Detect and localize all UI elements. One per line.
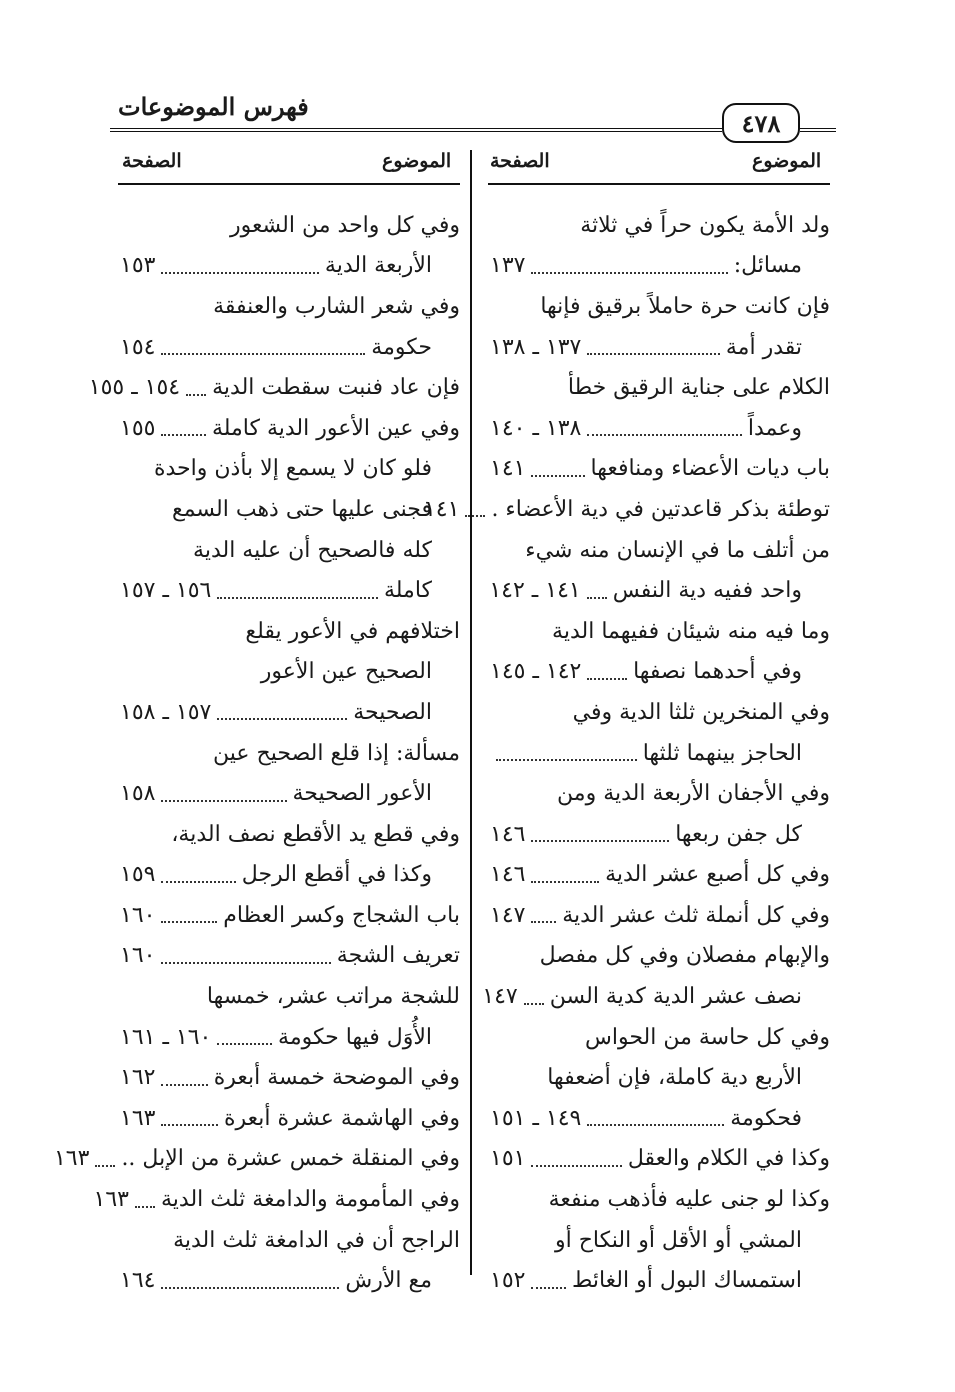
leader-dots — [531, 258, 727, 274]
index-entry — [120, 976, 460, 1017]
entry-text: وفي قطع يد الأقطع نصف الدية، — [171, 821, 460, 847]
header-rule — [110, 128, 722, 132]
leader-dots — [496, 745, 637, 761]
entry-page: ١٣٧ ـ ١٣٨ — [490, 334, 582, 360]
index-entry — [490, 1139, 830, 1180]
leader-dots — [186, 380, 206, 396]
entry-page: ١٥٩ — [120, 862, 156, 888]
index-entry — [490, 936, 830, 977]
leader-dots — [161, 1070, 207, 1086]
entry-page: ١٤١ — [423, 496, 460, 522]
entry-page: ١٥٥ — [120, 415, 156, 441]
entry-page: ١٤٦ — [490, 821, 526, 847]
index-entry — [120, 530, 460, 571]
index-entry — [490, 327, 830, 368]
index-entry — [88, 367, 460, 408]
index-entry — [53, 1139, 460, 1180]
entry-text: نصف عشر الدية كدية السن — [549, 984, 802, 1010]
entry-text: تقدر أمة — [725, 334, 802, 360]
leader-dots — [465, 501, 485, 517]
entry-text: الصحيحة — [353, 699, 432, 725]
index-entry — [423, 489, 830, 530]
entry-text: وكذا في الكلام والعقل — [627, 1146, 830, 1172]
entry-text: وفي عين الأعور الدية كاملة — [211, 415, 460, 441]
leader-dots — [161, 258, 318, 274]
index-entry — [120, 1098, 460, 1139]
leader-dots — [531, 826, 669, 842]
entry-page: ١٥٤ — [120, 334, 156, 360]
index-entry — [490, 408, 830, 449]
entry-text: مع الأرش — [345, 1268, 432, 1294]
leader-dots — [587, 583, 607, 599]
entry-text: وفي المنخرين ثلثا الدية وفي — [572, 699, 830, 725]
index-entry — [120, 1260, 460, 1301]
leader-dots — [531, 461, 584, 477]
leader-dots — [587, 664, 627, 680]
entry-page: ١٦٣ — [93, 1187, 129, 1213]
index-entry — [490, 855, 830, 896]
index-entry — [490, 367, 830, 408]
entry-text: واحد ففيه دية النفس — [612, 578, 802, 604]
index-entry — [490, 449, 830, 490]
leader-dots — [531, 867, 599, 883]
entry-page: ١٥٤ ـ ١٥٥ — [88, 375, 181, 401]
index-entry — [120, 489, 460, 530]
entry-page: ١٤٧ — [482, 984, 518, 1010]
entry-page: ١٥٦ ـ ١٥٧ — [120, 578, 212, 604]
index-entry — [120, 773, 460, 814]
index-entry — [120, 611, 460, 652]
entry-page: ١٤٢ ـ ١٤٥ — [490, 659, 582, 685]
entry-page: ١٥١ — [490, 1146, 526, 1172]
index-entry — [120, 570, 460, 611]
index-entry — [490, 246, 830, 287]
entry-page: ١٥٣ — [120, 253, 156, 279]
entry-text: وكذا لو جنى عليه فأذهب منفعة — [548, 1187, 830, 1213]
leader-dots — [587, 339, 720, 355]
entry-text: وما فيه منه شيئان ففيهما الدية — [552, 618, 830, 644]
entry-text: وفي الأجفان الأربعة الدية ومن — [557, 781, 830, 807]
leader-dots — [135, 1192, 155, 1208]
entry-text: وفي شعر الشارب والعنفقة — [213, 293, 460, 319]
index-entry — [120, 733, 460, 774]
entry-page: ١٣٧ — [490, 253, 526, 279]
leader-dots — [161, 948, 330, 964]
index-entry — [490, 1017, 830, 1058]
entry-page: ١٤٩ ـ ١٥١ — [490, 1105, 582, 1131]
entry-page: ١٣٨ ـ ١٤٠ — [490, 415, 582, 441]
entry-page: ١٦٣ — [120, 1105, 156, 1131]
entry-page: ١٦٠ — [120, 902, 156, 928]
leader-dots — [95, 1151, 115, 1167]
index-entry — [120, 408, 460, 449]
entry-text: وفي المنقلة خمس عشرة من الإبل .. — [121, 1146, 460, 1172]
entry-page: ١٥٢ — [490, 1268, 526, 1294]
entry-text: توطئة بذكر قاعدتين في دية الأعضاء . — [491, 496, 830, 522]
entry-page: ١٤١ — [490, 456, 526, 482]
entry-text: مسألة: إذا قلع الصحيح عين — [213, 740, 460, 766]
index-entry — [490, 205, 830, 246]
entry-text: وفي الهاشمة عشرة أبعرة — [224, 1105, 460, 1131]
entry-text: فجنى عليها حتى ذهب السمع — [171, 496, 432, 522]
entry-text: وكذا في أقطع الرجل — [241, 862, 432, 888]
index-entry — [490, 1220, 830, 1261]
index-entry — [490, 895, 830, 936]
leader-dots — [161, 907, 217, 923]
entry-text: حكومة — [371, 334, 432, 360]
index-entry — [120, 1057, 460, 1098]
index-entry — [482, 976, 830, 1017]
right-page-heading: الصفحة — [490, 150, 550, 172]
index-entry — [120, 855, 460, 896]
entry-page: ١٦٠ — [120, 943, 156, 969]
index-entry — [120, 286, 460, 327]
index-entry — [490, 611, 830, 652]
index-entry — [120, 936, 460, 977]
index-entry — [490, 1179, 830, 1220]
entry-text: والإبهام مفصلان وفي كل مفصل — [539, 943, 830, 969]
entry-text: كله فالصحيح أن عليه الدية — [193, 537, 432, 563]
index-entry — [490, 286, 830, 327]
column-divider — [470, 150, 472, 1275]
leader-dots — [161, 786, 286, 802]
entry-page: ١٥٧ ـ ١٥٨ — [120, 699, 212, 725]
entry-text: وفي الموضحة خمسة أبعرة — [213, 1065, 460, 1091]
entry-text: ولد الأمة يكون حراً في ثلاثة — [580, 212, 830, 238]
leader-dots — [587, 1110, 724, 1126]
leader-dots — [217, 704, 347, 720]
index-entry — [120, 1017, 460, 1058]
index-entry — [120, 246, 460, 287]
left-column — [53, 205, 460, 1301]
entry-text: وفي كل أصبع عشر الدية — [605, 862, 830, 888]
entry-text: الكلام على جناية الرقيق خطأ — [567, 375, 830, 401]
entry-text: الأربعة الدية — [324, 253, 432, 279]
left-head-line — [118, 183, 460, 185]
entry-page: ١٥٨ — [120, 781, 156, 807]
index-entry — [93, 1179, 460, 1220]
entry-text: استمساك البول أو الغائط — [571, 1268, 802, 1294]
leader-dots — [217, 1029, 272, 1045]
index-entry — [490, 692, 830, 733]
index-entry — [490, 773, 830, 814]
index-entry — [490, 530, 830, 571]
header-rule-right — [800, 128, 836, 132]
index-entry — [120, 652, 460, 693]
entry-text: وعمداً — [747, 415, 802, 441]
entry-text: الأربع دية كاملة، فإن أضعفها — [547, 1065, 802, 1091]
entry-text: من أتلف ما في الإنسان منه شيء — [525, 537, 830, 563]
leader-dots — [587, 420, 742, 436]
entry-text: تعريف الشجة — [336, 943, 460, 969]
leader-dots — [161, 420, 205, 436]
entry-text: المشي أو الأقل أو النكاح أو — [554, 1227, 802, 1253]
entry-page: ١٦٤ — [120, 1268, 156, 1294]
entry-page: ١٤٦ — [490, 862, 526, 888]
index-entry — [490, 652, 830, 693]
entry-page: ١٤١ ـ ١٤٢ — [489, 578, 581, 604]
leader-dots — [531, 1273, 566, 1289]
entry-page: ١٦٠ ـ ١٦١ — [120, 1024, 212, 1050]
entry-text: باب الشجاج وكسر العظام — [223, 902, 460, 928]
index-entry — [490, 733, 830, 774]
entry-text: الصحيح عين الأعور — [260, 659, 432, 685]
entry-page: ١٦٣ — [53, 1146, 90, 1172]
leader-dots — [217, 583, 378, 599]
index-entry — [490, 570, 830, 611]
index-entry — [490, 1098, 830, 1139]
entry-text: وفي كل واحد من الشعور — [229, 212, 460, 238]
left-topic-heading: الموضوع — [382, 150, 452, 172]
entry-text: اختلافهم في الأعور يقلع — [245, 618, 460, 644]
leader-dots — [531, 907, 556, 923]
entry-page: ١٤٧ — [490, 902, 526, 928]
entry-page: ١٦٢ — [120, 1065, 156, 1091]
entry-text: فإن عاد فنبت سقطت الدية — [212, 375, 460, 401]
right-topic-heading: الموضوع — [752, 150, 822, 172]
entry-text: فلو كان لا يسمع إلا بأذن واحدة — [153, 456, 432, 482]
entry-text: للشجة مراتب عشر، خمسها — [206, 984, 460, 1010]
leader-dots — [161, 1110, 218, 1126]
entry-text: الحاجز بينهما ثلثها — [642, 740, 802, 766]
entry-text: الأُوَل فيها حكومة — [278, 1024, 432, 1050]
entry-text: فحكومة — [730, 1105, 802, 1131]
entry-text: كل جفن ربعها — [675, 821, 802, 847]
index-entry — [120, 205, 460, 246]
page-title: فهرس الموضوعات — [118, 92, 309, 121]
left-page-heading: الصفحة — [122, 150, 182, 172]
leader-dots — [161, 867, 235, 883]
entry-text: باب ديات الأعضاء ومنافعها — [590, 456, 830, 482]
leader-dots — [161, 339, 365, 355]
leader-dots — [524, 989, 544, 1005]
entry-text: مسائل: — [733, 253, 802, 279]
entry-text: وفي أحدهما نصفها — [633, 659, 802, 685]
right-head-line — [488, 183, 830, 185]
entry-text: وفي كل أنملة ثلث عشر الدية — [562, 902, 830, 928]
index-entry — [490, 1057, 830, 1098]
entry-text: الراجح أن في الدامغة ثلث الدية — [173, 1227, 460, 1253]
index-entry — [120, 327, 460, 368]
entry-text: وفي كل حاسة من الحواس — [585, 1024, 830, 1050]
entry-text: كاملة — [383, 578, 432, 604]
index-entry — [120, 895, 460, 936]
leader-dots — [161, 1273, 339, 1289]
right-column — [423, 205, 830, 1301]
index-entry — [490, 814, 830, 855]
index-entry — [120, 692, 460, 733]
index-entry — [490, 1260, 830, 1301]
entry-text: الأعور الصحيحة — [292, 781, 432, 807]
entry-text: فإن كانت حرة حاملاً برقيق فإنها — [540, 293, 830, 319]
index-entry — [120, 1220, 460, 1261]
index-entry — [120, 814, 460, 855]
entry-text: وفي المأمومة والدامغة ثلث الدية — [161, 1187, 460, 1213]
leader-dots — [531, 1151, 621, 1167]
page-number-box: ٤٧٨ — [722, 103, 800, 143]
index-entry — [120, 449, 460, 490]
